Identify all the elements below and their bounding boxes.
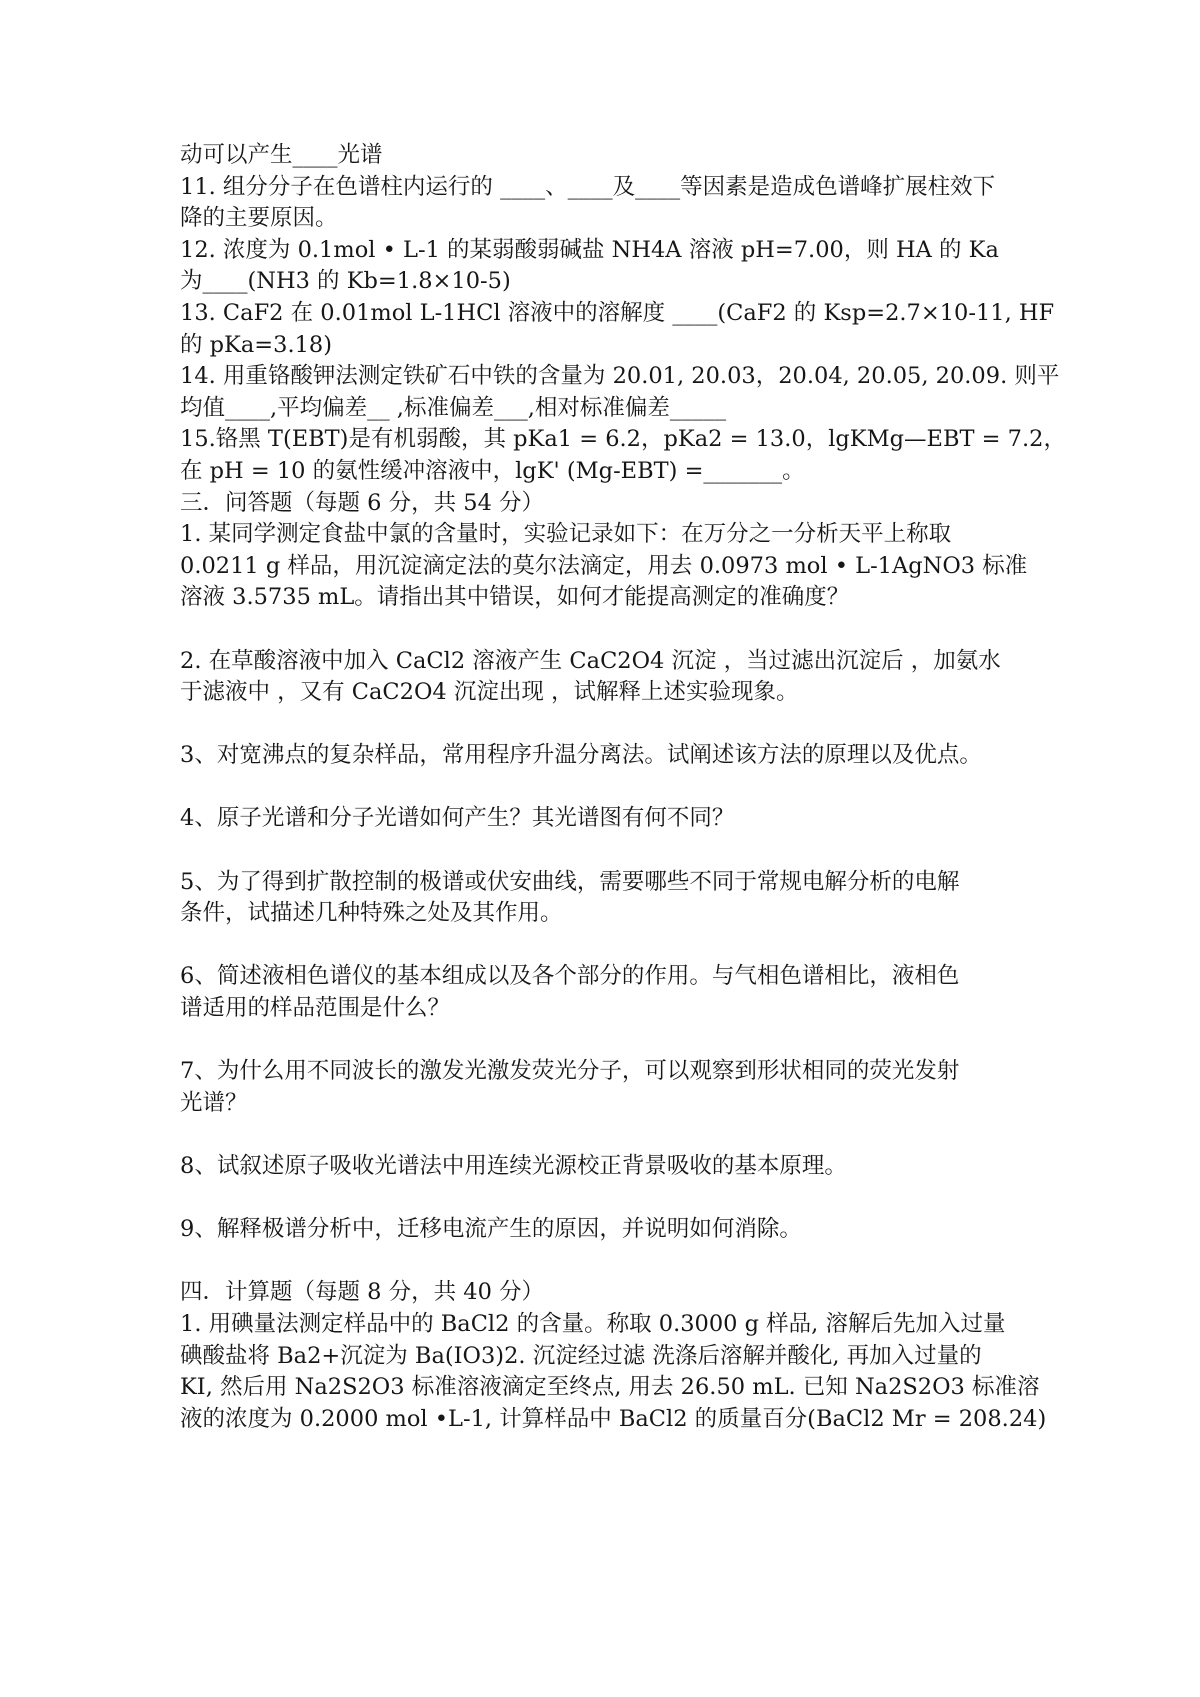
text-line: 均值____,平均偏差__ ,标准偏差___,相对标准偏差_____ bbox=[180, 394, 727, 421]
text-line: 8、试叙述原子吸收光谱法中用连续光源校正背景吸收的基本原理。 bbox=[180, 1153, 847, 1179]
text-line: 3、对宽沸点的复杂样品，常用程序升温分离法。试阐述该方法的原理以及优点。 bbox=[180, 742, 982, 769]
text-line: 于滤液中 ，又有 CaC2O4 沉淀出现 ，试解释上述实验现象。 bbox=[180, 679, 799, 706]
blank-line bbox=[180, 835, 1030, 867]
text-line: 动可以产生____光谱 bbox=[180, 142, 383, 168]
text-line: 12. 浓度为 0.1mol • L-1 的某弱酸弱碱盐 NH4A 溶液 pH=7.00，则 HA 的 Ka bbox=[180, 236, 999, 263]
blank-line bbox=[180, 930, 1030, 962]
text-line: 在 pH = 10 的氨性缓冲溶液中，lgK' (Mg-EBT) =_______。 bbox=[180, 457, 805, 484]
text-line: 液的浓度为 0.2000 mol •L-1, 计算样品中 BaCl2 的质量百分(BaCl2 Mr = 208.24) bbox=[180, 1405, 1047, 1432]
blank-line bbox=[180, 1246, 1030, 1278]
blank-line bbox=[180, 772, 1030, 804]
text-line: 7、为什么用不同波长的激发光激发荧光分子，可以观察到形状相同的荧光发射 bbox=[180, 1058, 960, 1085]
section-heading: 三．问答题（每题 6 分，共 54 分） bbox=[180, 489, 545, 516]
text-line: 碘酸盐将 Ba2+沉淀为 Ba(IO3)2. 沉淀经过滤 洗涤后溶解并酸化, 再加入过量的 bbox=[180, 1342, 982, 1369]
document-body bbox=[180, 140, 1066, 1435]
text-line: 0.0211 g 样品，用沉淀滴定法的莫尔法滴定，用去 0.0973 mol • L-1AgNO3 标准 bbox=[180, 552, 1028, 579]
text-line: 1. 某同学测定食盐中氯的含量时，实验记录如下：在万分之一分析天平上称取 bbox=[180, 521, 952, 548]
blank-line bbox=[180, 1025, 1030, 1057]
text-line: 降的主要原因。 bbox=[180, 205, 338, 232]
text-line: 5、为了得到扩散控制的极谱或伏安曲线，需要哪些不同于常规电解分析的电解 bbox=[180, 868, 960, 895]
text-line: 6、简述液相色谱仪的基本组成以及各个部分的作用。与气相色谱相比，液相色 bbox=[180, 963, 960, 990]
text-line: 9、解释极谱分析中，迁移电流产生的原因，并说明如何消除。 bbox=[180, 1216, 802, 1243]
section-heading: 四．计算题（每题 8 分，共 40 分） bbox=[180, 1279, 545, 1306]
text-line: 15.铬黑 T(EBT)是有机弱酸，其 pKa1 = 6.2，pKa2 = 13.0，lgKMg—EBT = 7.2， bbox=[180, 426, 1066, 453]
blank-line bbox=[180, 614, 1030, 646]
text-line: 为____(NH3 的 Kb=1.8×10-5) bbox=[180, 268, 511, 295]
text-line: 14. 用重铬酸钾法测定铁矿石中铁的含量为 20.01, 20.03，20.04, 20.05, 20.09. 则平 bbox=[180, 363, 1060, 390]
text-line: 13. CaF2 在 0.01mol L-1HCl 溶液中的溶解度 ____(CaF2 的 Ksp=2.7×10-11, HF bbox=[180, 299, 1055, 326]
text-line: 光谱？ bbox=[180, 1089, 248, 1116]
text-line: 11. 组分分子在色谱柱内运行的 ____、____及____等因素是造成色谱峰扩展柱效下 bbox=[180, 173, 996, 200]
text-line: 条件，试描述几种特殊之处及其作用。 bbox=[180, 900, 563, 927]
blank-line bbox=[180, 1119, 1030, 1151]
text-line: 4、原子光谱和分子光谱如何产生？其光谱图有何不同？ bbox=[180, 805, 735, 832]
text-line: 溶液 3.5735 mL。请指出其中错误，如何才能提高测定的准确度？ bbox=[180, 584, 850, 611]
text-line: 的 pKa=3.18) bbox=[180, 331, 333, 358]
blank-line bbox=[180, 1183, 1030, 1215]
text-line: KI, 然后用 Na2S2O3 标准溶液滴定至终点, 用去 26.50 mL. 已知 Na2S2O3 标准溶 bbox=[180, 1374, 1040, 1401]
text-line: 2. 在草酸溶液中加入 CaCl2 溶液产生 CaC2O4 沉淀 ，当过滤出沉淀后 ，加氨水 bbox=[180, 647, 1001, 674]
text-line: 谱适用的样品范围是什么？ bbox=[180, 995, 451, 1022]
text-line: 1. 用碘量法测定样品中的 BaCl2 的含量。称取 0.3000 g 样品, 溶解后先加入过量 bbox=[180, 1310, 1006, 1337]
blank-line bbox=[180, 709, 1030, 741]
